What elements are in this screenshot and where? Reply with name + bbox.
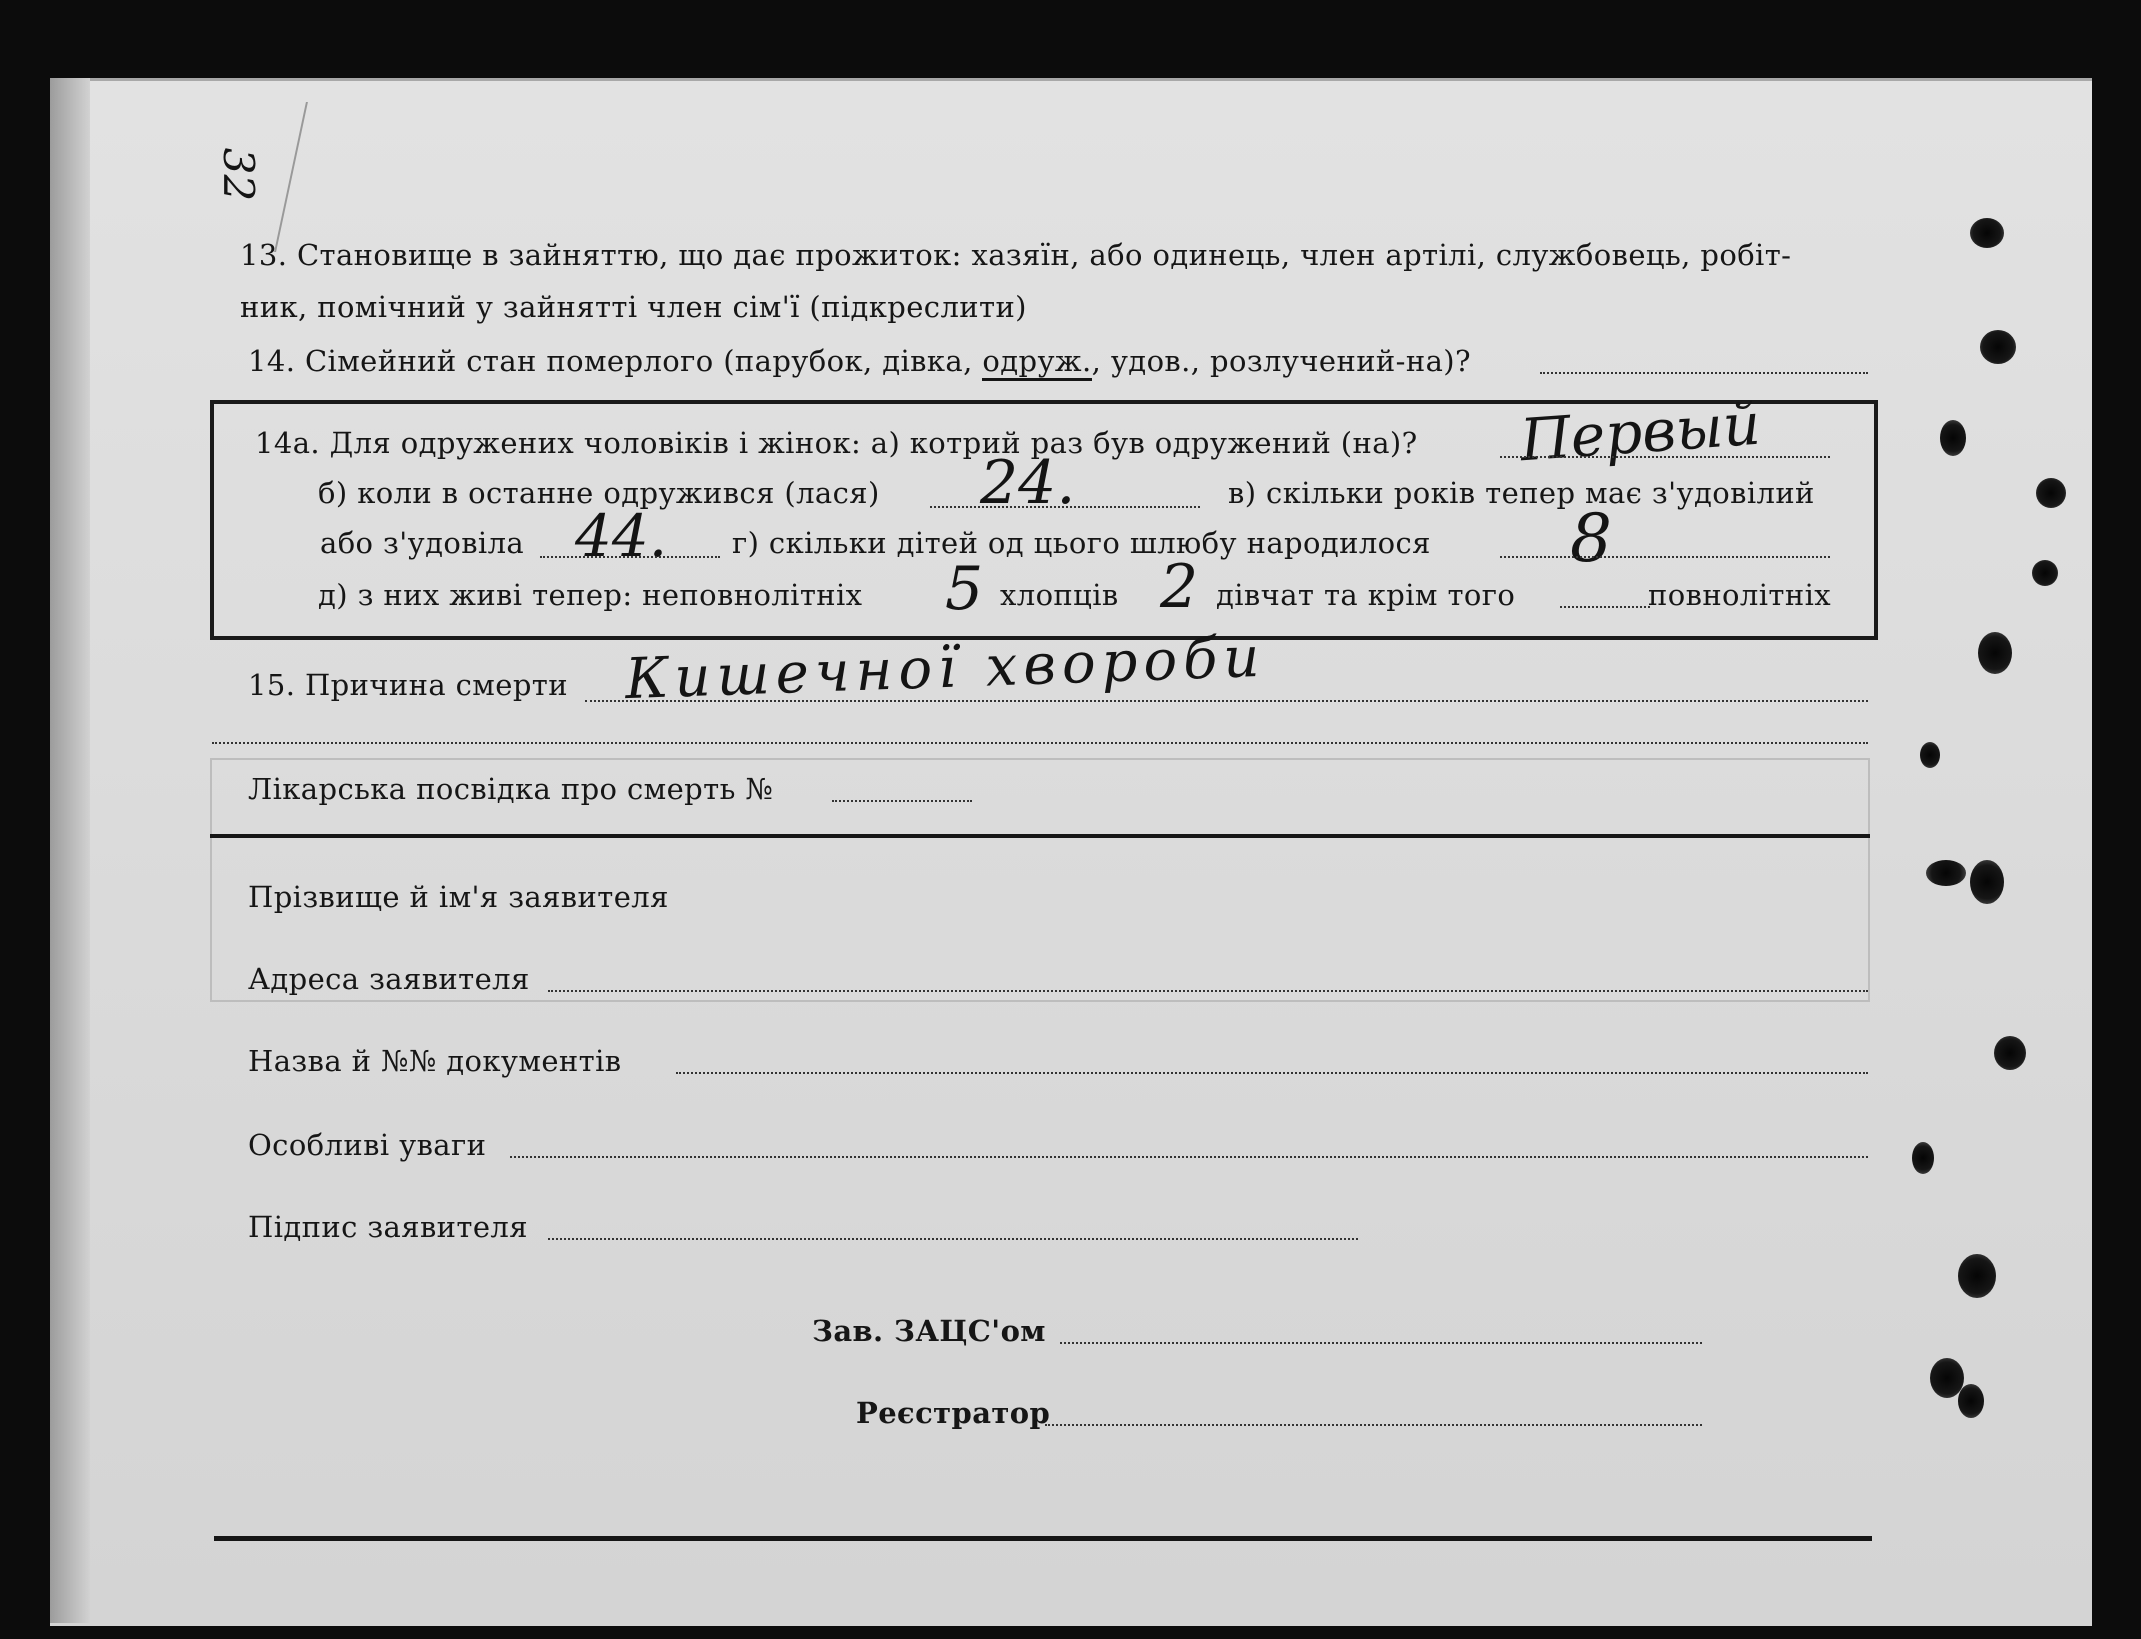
item15-dots-2 <box>212 742 1868 744</box>
bottom-rule <box>214 1536 1872 1541</box>
applicant-address-line <box>548 990 1868 992</box>
item14a-line2-a: б) коли в останне одружився (лася) <box>318 476 880 510</box>
item13-line2: ник, помічний у зайнятті член сім'ї (підкреслити) <box>240 290 1027 324</box>
registrar-label: Реєстратор <box>856 1396 1051 1430</box>
medical-label: Лікарська посвідка про смерть № <box>248 772 774 806</box>
punch-hole <box>1912 1142 1934 1174</box>
applicant-docs-label: Назва й №№ документів <box>248 1044 622 1078</box>
applicant-signature-line <box>548 1238 1358 1240</box>
page-number: 32 <box>214 147 264 202</box>
item14a-line1-dots <box>1500 456 1830 458</box>
item14a-answer-girls: 2 <box>1160 552 1199 622</box>
applicant-address-label: Адреса заявителя <box>248 962 530 996</box>
item14a-answer-widow-age: 44. <box>575 502 668 570</box>
punch-hole <box>1970 860 2004 904</box>
item14a-line3-dots-b <box>1500 556 1830 558</box>
item14a-line1: 14а. Для одружених чоловіків і жінок: а) котрий раз був одружений (на)? <box>255 426 1418 460</box>
item14-question <box>248 344 1471 378</box>
item14a-line4-c: дівчат та крім того <box>1216 578 1516 612</box>
item14-suffix: , удов., розлучений-на)? <box>1091 344 1471 378</box>
item15-answer-cause: Кишечної хвороби <box>624 624 1267 713</box>
page-edge-shadow <box>50 78 90 1623</box>
punch-hole <box>1994 1036 2026 1070</box>
item14a-line4-dots <box>1560 606 1650 608</box>
item14a-line3-dots-a <box>540 556 720 558</box>
medical-number-line <box>832 800 972 802</box>
head-of-registry-label: Зав. ЗАЦС'ом <box>812 1314 1046 1348</box>
registrar-line <box>1045 1424 1702 1426</box>
applicant-notes-label: Особливі уваги <box>248 1128 487 1162</box>
item14a-line3-b: г) скільки дітей од цього шлюбу народилося <box>732 526 1431 560</box>
punch-hole <box>1940 420 1966 456</box>
item13-line1: 13. Становище в зайняттю, що дає прожиток: хазяїн, або одинець, член артілі, службовець, робіт- <box>240 238 1792 272</box>
punch-hole <box>2032 560 2058 586</box>
applicant-signature-label: Підпис заявителя <box>248 1210 528 1244</box>
item14a-line2-dots <box>930 506 1200 508</box>
item14a-answer-boys: 5 <box>945 554 984 624</box>
item14a-line3-a: або з'удовіла <box>320 526 525 560</box>
item14-answer-line <box>1540 372 1868 374</box>
punch-hole <box>1920 742 1940 768</box>
item14a-answer-times-married: Первый <box>1517 389 1763 475</box>
section-divider <box>210 834 1870 838</box>
item14a-line2-b: в) скільки років тепер має з'удовілий <box>1228 476 1815 510</box>
item14a-line4-a: д) з них живі тепер: неповнолітніх <box>318 578 863 612</box>
item15-dots-1 <box>585 700 1868 702</box>
head-of-registry-line <box>1060 1342 1702 1344</box>
punch-hole <box>2036 478 2066 508</box>
punch-hole <box>1958 1384 1984 1418</box>
applicant-notes-line <box>510 1156 1868 1158</box>
applicant-docs-line <box>676 1072 1868 1074</box>
punch-hole <box>1980 330 2016 364</box>
item14a-line4-d: повнолітніх <box>1648 578 1832 612</box>
item14a-answer-last-married: 24. <box>980 448 1076 518</box>
applicant-name-label: Прізвище й ім'я заявителя <box>248 880 669 914</box>
punch-hole <box>1978 632 2012 674</box>
punch-hole <box>1970 218 2004 248</box>
item14a-line4-b: хлопців <box>1000 578 1119 612</box>
item14-prefix: 14. Сімейний стан померлого (парубок, дівка, <box>248 344 973 378</box>
item14a-answer-children-born: 8 <box>1570 500 1612 577</box>
punch-hole <box>1958 1254 1996 1298</box>
punch-hole <box>1926 860 1966 886</box>
item14-underlined-option: одруж. <box>982 344 1091 381</box>
item15-label: 15. Причина смерти <box>248 668 568 702</box>
